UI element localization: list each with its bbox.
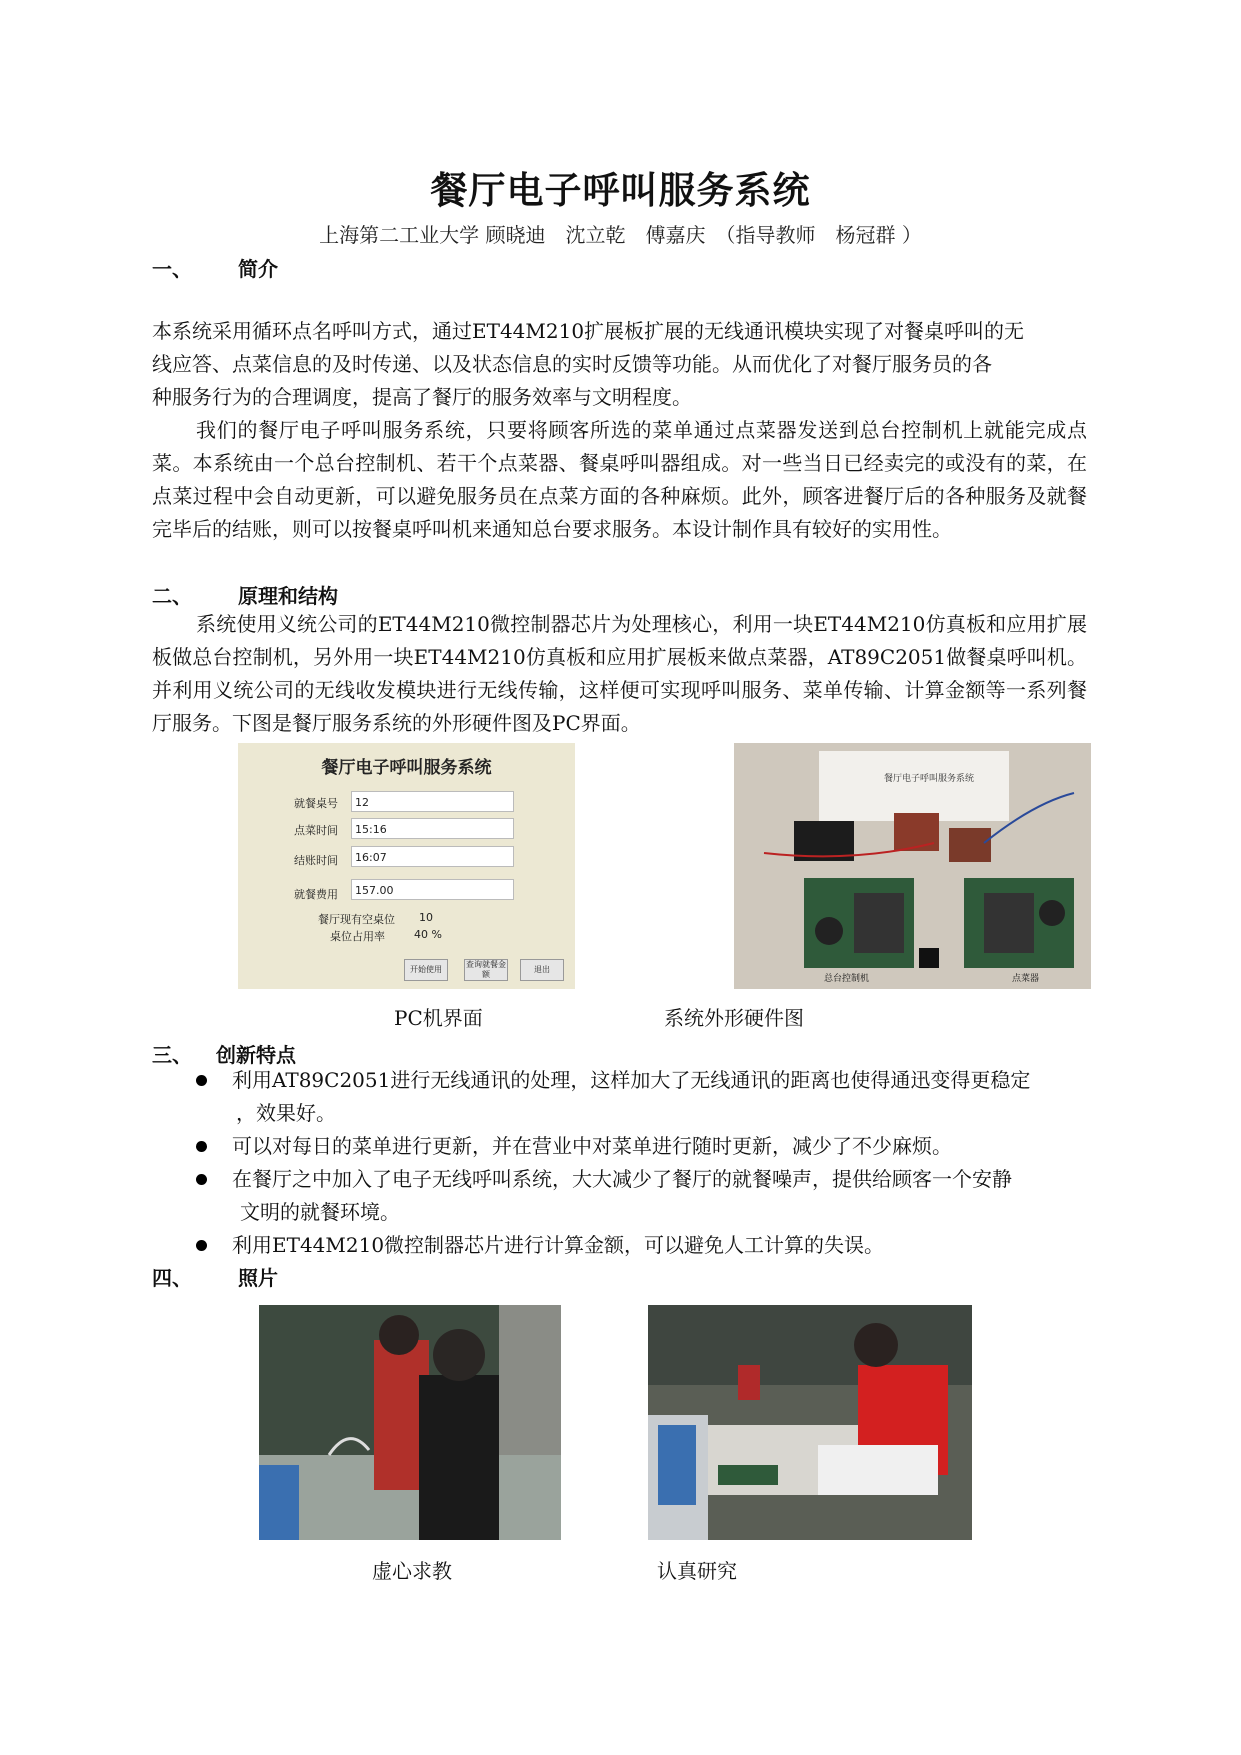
section-heading-1 <box>152 253 278 282</box>
order-time-field[interactable]: 15:16 <box>351 818 514 839</box>
section-heading-4 <box>152 1262 278 1291</box>
hardware-photo <box>734 743 1091 989</box>
bullet-icon <box>196 1141 207 1152</box>
caption-photo1: 虚心求教 <box>372 1559 452 1583</box>
query-amount-button[interactable]: 查询就餐金额 <box>466 960 506 979</box>
bullet-icon <box>196 1240 207 1251</box>
bullet-line: 在餐厅之中加入了电子无线呼叫系统，大大减少了餐厅的就餐噪声，提供给顾客一个安静 <box>232 1167 1012 1191</box>
empty-tables-value: 10 <box>419 911 433 924</box>
bullet-line: 利用ET44M210微控制器芯片进行计算金额，可以避免人工计算的失误。 <box>232 1233 885 1257</box>
empty-tables-label: 餐厅现有空桌位 <box>318 913 395 926</box>
pc-field-label: 点菜时间 <box>294 824 338 837</box>
pc-field-label: 结账时间 <box>294 854 338 867</box>
caption-photo2: 认真研究 <box>657 1559 737 1583</box>
photo-consulting <box>259 1305 561 1540</box>
photo-label-order: 点菜器 <box>1012 974 1040 984</box>
section-number: 二、 <box>152 584 192 608</box>
bullet-line: ，效果好。 <box>236 1101 336 1125</box>
bullet-item-2 <box>232 1130 1092 1163</box>
photo-researching <box>648 1305 972 1540</box>
bullet-line: 可以对每日的菜单进行更新，并在营业中对菜单进行随时更新，减少了不少麻烦。 <box>232 1134 952 1158</box>
authors-line: 上海第二工业大学 顾晓迪 沈立乾 傅嘉庆 （指导教师 杨冠群 ） <box>319 223 922 247</box>
section-heading-2 <box>152 580 338 609</box>
photo-researching-illustration <box>648 1305 972 1540</box>
exit-button[interactable]: 退出 <box>520 959 564 981</box>
intro-paragraph-2: 我们的餐厅电子呼叫服务系统，只要将顾客所选的菜单通过点菜器发送到总台控制机上就能完成点菜。本系统由一个总台控制机、若干个点菜器、餐桌呼叫器组成。对一些当日已经卖完的或没有的菜，在点菜过程中会自动更新，可以避免服务员在点菜方面的各种麻烦。此外，顾客进餐厅后的各种服务及就餐完毕后的结账，则可以按餐桌呼叫机来通知总台要求服务。本设计制作具有较好的实用性。 <box>152 418 1087 541</box>
bullet-line: 文明的就餐环境。 <box>240 1200 400 1224</box>
section-number: 四、 <box>152 1266 192 1290</box>
intro-paragraph-1 <box>152 315 1087 414</box>
pc-ui-title: 餐厅电子呼叫服务系统 <box>321 758 492 778</box>
table-number-field[interactable]: 12 <box>351 791 514 812</box>
section-title: 创新特点 <box>216 1043 296 1067</box>
section-title: 照片 <box>238 1266 278 1290</box>
bullet-item-1 <box>232 1064 1092 1130</box>
checkout-time-field[interactable]: 16:07 <box>351 846 514 867</box>
bullet-icon <box>196 1075 207 1086</box>
pc-interface-figure <box>238 743 575 989</box>
photo-consulting-illustration <box>259 1305 561 1540</box>
section-number: 三、 <box>152 1043 192 1067</box>
bullet-icon <box>196 1174 207 1185</box>
section-title: 原理和结构 <box>238 584 338 608</box>
bullet-item-3 <box>232 1163 1092 1229</box>
bullet-line: 利用AT89C2051进行无线通讯的处理，这样加大了无线通讯的距离也使得通迅变得更稳定 <box>232 1068 1031 1092</box>
section-title: 简介 <box>238 257 278 281</box>
section-heading-3 <box>152 1039 296 1068</box>
pc-field-label: 就餐费用 <box>294 888 338 901</box>
caption-pc: PC机界面 <box>394 1006 483 1030</box>
photo-label-control: 总台控制机 <box>824 974 870 984</box>
pc-field-label: 就餐桌号 <box>294 797 338 810</box>
text-line: 种服务行为的合理调度，提高了餐厅的服务效率与文明程度。 <box>152 385 692 409</box>
section-number: 一、 <box>152 257 192 281</box>
dining-cost-field[interactable]: 157.00 <box>351 879 514 900</box>
occupancy-label: 桌位占用率 <box>330 930 385 943</box>
structure-paragraph: 系统使用义统公司的ET44M210微控制器芯片为处理核心，利用一块ET44M210仿真板和应用扩展板做总台控制机，另外用一块ET44M210仿真板和应用扩展板来做点菜器，AT89C2051做餐桌呼叫机。并利用义统公司的无线收发模块进行无线传输，这样便可实现呼叫服务、菜单传输、计算金额等一系列餐厅服务。下图是餐厅服务系统的外形硬件图及PC界面。 <box>152 612 1087 735</box>
start-button[interactable]: 开始使用 <box>404 959 448 981</box>
occupancy-value: 40 % <box>414 928 442 941</box>
caption-hardware: 系统外形硬件图 <box>664 1006 804 1030</box>
bullet-item-4 <box>232 1229 1092 1262</box>
text-line: 本系统采用循环点名呼叫方式，通过ET44M210扩展板扩展的无线通讯模块实现了对餐桌呼叫的无 <box>152 319 1025 343</box>
text-line: 线应答、点菜信息的及时传递、以及状态信息的实时反馈等功能。从而优化了对餐厅服务员的各 <box>152 352 992 376</box>
photo-sign-text: 餐厅电子呼叫服务系统 <box>884 774 975 784</box>
page-title: 餐厅电子呼叫服务系统 <box>430 169 811 212</box>
